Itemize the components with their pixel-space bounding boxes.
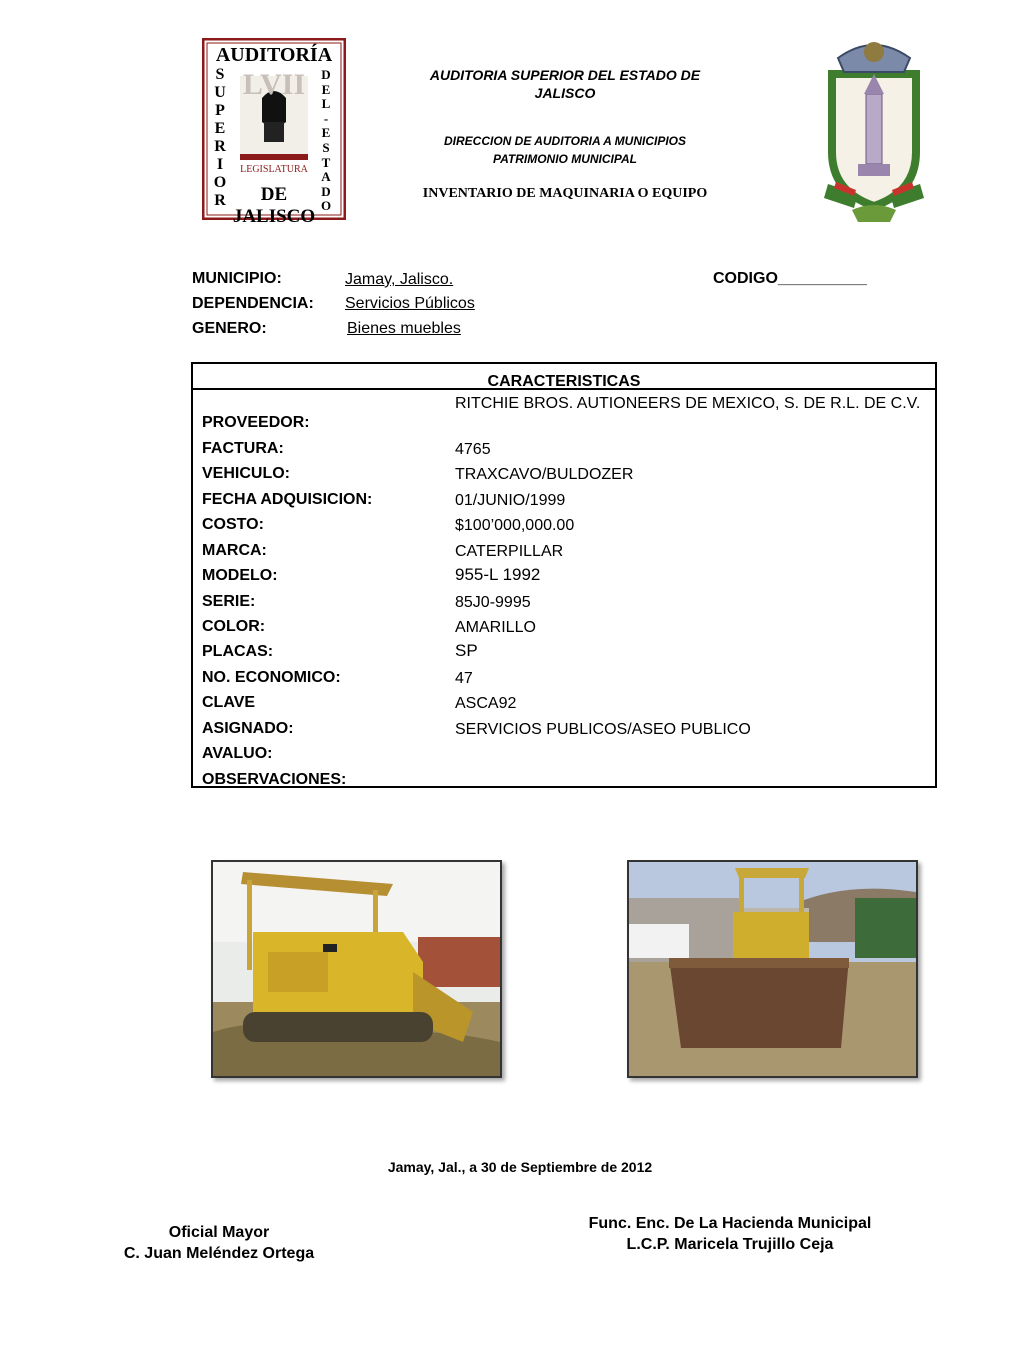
header-patrimonio-line: PATRIMONIO MUNICIPAL [493, 152, 637, 166]
row-label: OBSERVACIONES: [202, 771, 347, 788]
signature-left-title: Oficial Mayor [168, 1224, 270, 1241]
row-label: FACTURA: [202, 440, 284, 457]
row-value: 01/JUNIO/1999 [455, 492, 566, 509]
row-label: NO. ECONOMICO: [202, 669, 341, 686]
row-label: PROVEEDOR: [202, 414, 310, 431]
header-direction-line: DIRECCION DE AUDITORIA A MUNICIPIOS [443, 134, 686, 148]
logo-bottom-text: DE JALISCO [232, 184, 316, 227]
row-label: VEHICULO: [202, 465, 290, 482]
row-value: 85J0-9995 [455, 594, 531, 611]
row-label: FECHA ADQUISICION: [202, 491, 373, 508]
characteristics-table [191, 362, 937, 788]
row-label: ASIGNADO: [202, 720, 294, 737]
row-label: MODELO: [202, 567, 278, 584]
signature-right-name: L.C.P. Maricela Trujillo Ceja [626, 1236, 834, 1253]
row-label: CLAVE [202, 694, 256, 711]
row-value: ASCA92 [455, 695, 517, 712]
signature-right-title: Func. Enc. De La Hacienda Municipal [588, 1215, 872, 1232]
header-institution: AUDITORIA SUPERIOR DEL ESTADO DE JALISCO [429, 67, 701, 101]
row-value: TRAXCAVO/BULDOZER [455, 466, 634, 483]
dependencia-value: Servicios Públicos [345, 295, 475, 312]
table-title: CARACTERISTICAS [193, 364, 935, 390]
header-direction [425, 132, 705, 168]
document-date: Jamay, Jal., a 30 de Septiembre de 2012 [387, 1159, 653, 1175]
logo-band-text: LEGISLATURA [240, 164, 308, 175]
codigo-label: CODIGO__________ [713, 270, 867, 287]
row-value: $100’000,000.00 [455, 517, 575, 534]
row-label: AVALUO: [202, 745, 273, 762]
municipio-value: Jamay, Jalisco. [345, 271, 454, 288]
dependencia-label: DEPENDENCIA: [192, 295, 314, 312]
logo-left-letters: S U P E R I O R [213, 66, 227, 209]
loader-front-photo [627, 860, 918, 1078]
row-label: COSTO: [202, 516, 264, 533]
municipio-label: MUNICIPIO: [192, 270, 282, 287]
logo-top-text: AUDITORÍA [215, 44, 333, 66]
row-label: COLOR: [202, 618, 266, 635]
row-value: RITCHIE BROS. AUTIONEERS DE MEXICO, S. DE R.L. DE C.V. [455, 395, 921, 412]
row-value: SERVICIOS PUBLICOS/ASEO PUBLICO [455, 721, 751, 738]
row-value: 955-L 1992 [455, 565, 541, 584]
row-label: MARCA: [202, 542, 267, 559]
genero-value: Bienes muebles [347, 320, 461, 337]
row-value: CATERPILLAR [455, 543, 564, 560]
auditoria-logo [202, 38, 346, 227]
signature-left-name: C. Juan Meléndez Ortega [123, 1245, 315, 1262]
logo-right-letters: D E L - E S T A D O [320, 67, 332, 214]
document-title: INVENTARIO DE MAQUINARIA O EQUIPO [422, 186, 708, 201]
bulldozer-side-photo [211, 860, 502, 1078]
row-label: PLACAS: [202, 643, 274, 660]
row-value: AMARILLO [455, 619, 536, 636]
genero-label: GENERO: [192, 320, 267, 337]
signature-right [560, 1213, 900, 1255]
row-value: 4765 [455, 441, 491, 458]
row-label: SERIE: [202, 593, 256, 610]
signature-left [90, 1222, 348, 1264]
jamay-coat-of-arms [818, 34, 930, 224]
logo-center-text: LVII [242, 68, 306, 101]
row-value: SP [455, 641, 478, 660]
row-value: 47 [455, 670, 473, 687]
